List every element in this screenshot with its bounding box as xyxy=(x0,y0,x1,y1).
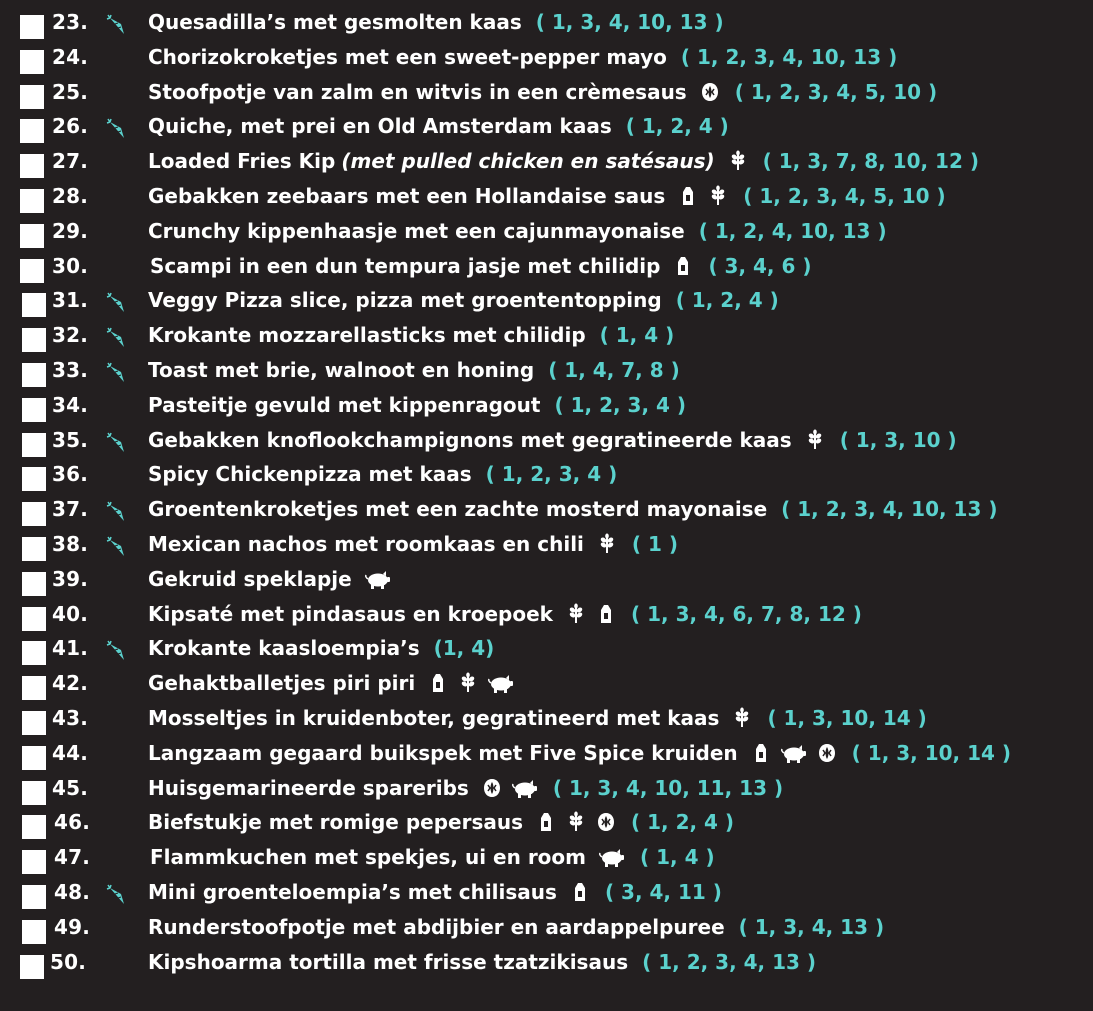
dish-name-line xyxy=(148,45,897,69)
dish-name-line xyxy=(148,880,722,904)
order-checkbox[interactable] xyxy=(22,328,46,352)
menu-item-45 xyxy=(0,774,1093,808)
allergen-codes: ( 1, 3, 10, 14 ) xyxy=(851,740,1012,765)
menu-item-43 xyxy=(0,704,1093,738)
item-number: 36. xyxy=(52,462,89,487)
menu-item-31 xyxy=(0,286,1093,320)
dish-name-line xyxy=(148,950,816,974)
dish-name: Gekruid speklapje xyxy=(148,566,352,591)
item-number: 38. xyxy=(52,532,89,556)
menu-item-36 xyxy=(0,460,1093,494)
allergen-codes: ( 1, 2, 3, 4, 13 ) xyxy=(642,949,817,974)
order-checkbox[interactable] xyxy=(22,885,46,909)
dish-name: Mini groenteloempia’s met chilisaus xyxy=(148,880,557,904)
order-checkbox[interactable] xyxy=(22,920,46,944)
allergen-codes: ( 1, 4 ) xyxy=(599,323,675,348)
dish-name-line xyxy=(148,184,946,208)
item-number: 48. xyxy=(54,880,91,904)
menu-item-48 xyxy=(0,878,1093,912)
order-checkbox[interactable] xyxy=(22,433,46,457)
item-number: 26. xyxy=(52,114,89,139)
menu-item-50 xyxy=(0,948,1093,982)
dish-name: Mosseltjes in kruidenboter, gegratineerd met kaas xyxy=(148,706,720,730)
allergen-codes: ( 1, 2, 3, 4, 10, 13 ) xyxy=(781,497,998,522)
dish-name: Quesadilla’s met gesmolten kaas xyxy=(148,10,522,34)
dish-name: Loaded Fries Kip xyxy=(148,149,336,174)
dish-name: Kipshoarma tortilla met frisse tzatzikisaus xyxy=(148,949,629,974)
vegetarian-carrot-icon xyxy=(106,640,128,662)
milk-icon xyxy=(427,672,449,694)
pig-icon xyxy=(598,846,626,868)
item-number: 43. xyxy=(52,706,89,730)
milk-icon xyxy=(677,185,699,207)
vegetarian-carrot-icon xyxy=(106,432,128,454)
menu-item-23 xyxy=(0,8,1093,42)
allergen-codes: ( 1, 3, 4, 10, 11, 13 ) xyxy=(552,775,784,800)
item-number: 23. xyxy=(52,10,89,34)
dish-name-line xyxy=(148,288,779,312)
item-number: 47. xyxy=(54,845,91,870)
grain-icon xyxy=(565,811,587,833)
allergen-codes: ( 3, 4, 6 ) xyxy=(708,253,812,278)
dish-name-line xyxy=(148,636,494,660)
order-checkbox[interactable] xyxy=(20,15,44,39)
dish-name: Chorizokroketjes met een sweet-pepper mayo xyxy=(148,44,667,69)
order-checkbox[interactable] xyxy=(22,641,46,665)
menu-item-38 xyxy=(0,530,1093,564)
menu-item-30 xyxy=(0,252,1093,286)
allergen-codes: ( 1, 3, 10, 14 ) xyxy=(767,706,927,730)
allergen-codes: ( 1, 2, 4 ) xyxy=(675,288,779,313)
order-checkbox[interactable] xyxy=(20,154,44,178)
menu-item-47 xyxy=(0,843,1093,877)
menu-item-41 xyxy=(0,634,1093,668)
allergen-codes: ( 3, 4, 11 ) xyxy=(604,880,722,904)
allergen-codes: ( 1, 3, 7, 8, 10, 12 ) xyxy=(762,149,979,174)
item-number: 37. xyxy=(52,497,89,522)
milk-icon xyxy=(595,603,617,625)
order-checkbox[interactable] xyxy=(22,572,46,596)
dish-name: Krokante kaasloempia’s xyxy=(148,636,420,661)
item-number: 42. xyxy=(52,671,89,696)
item-number: 31. xyxy=(52,288,89,313)
menu-item-24 xyxy=(0,43,1093,77)
dish-name-line xyxy=(148,149,979,173)
dish-name: Spicy Chickenpizza met kaas xyxy=(148,462,472,487)
order-checkbox[interactable] xyxy=(20,224,44,248)
fish-icon xyxy=(816,742,838,764)
menu-item-25 xyxy=(0,78,1093,112)
order-checkbox[interactable] xyxy=(20,119,44,143)
milk-icon xyxy=(672,255,694,277)
vegetarian-carrot-icon xyxy=(106,14,128,36)
vegetarian-carrot-icon xyxy=(106,292,128,314)
dish-name: Veggy Pizza slice, pizza met groententopping xyxy=(148,288,662,313)
dish-name-line xyxy=(148,323,674,347)
vegetarian-carrot-icon xyxy=(106,501,128,523)
order-checkbox[interactable] xyxy=(22,293,46,317)
item-number: 34. xyxy=(52,392,89,417)
menu-item-35 xyxy=(0,426,1093,460)
dish-name: Crunchy kippenhaasje met een cajunmayonaise xyxy=(148,218,685,243)
item-number: 32. xyxy=(52,323,89,348)
dish-note: (met pulled chicken en satésaus) xyxy=(341,149,715,174)
order-checkbox[interactable] xyxy=(22,502,46,526)
grain-icon xyxy=(707,185,729,207)
dish-name-line xyxy=(148,393,686,417)
dish-name-line xyxy=(148,428,957,452)
order-checkbox[interactable] xyxy=(20,85,44,109)
dish-name-line xyxy=(148,80,937,104)
dish-name: Pasteitje gevuld met kippenragout xyxy=(148,392,541,417)
allergen-codes: ( 1, 2, 3, 4, 10, 13 ) xyxy=(680,44,898,69)
dish-name: Krokante mozzarellasticks met chilidip xyxy=(148,323,586,348)
milk-icon xyxy=(535,811,557,833)
dish-name-line xyxy=(148,671,515,695)
order-checkbox[interactable] xyxy=(22,537,46,561)
pig-icon xyxy=(780,742,808,764)
allergen-codes: ( 1, 2, 4 ) xyxy=(631,810,735,835)
item-number: 24. xyxy=(52,44,89,69)
order-checkbox[interactable] xyxy=(20,50,44,74)
item-number: 25. xyxy=(52,79,89,104)
item-number: 29. xyxy=(52,218,89,243)
dish-name-line xyxy=(148,602,862,626)
menu-item-39 xyxy=(0,565,1093,599)
dish-name-line xyxy=(148,462,617,486)
menu-item-26 xyxy=(0,112,1093,146)
dish-name: Stoofpotje van zalm en witvis in een crèmesaus xyxy=(148,79,687,104)
item-number: 44. xyxy=(52,740,89,765)
fish-icon xyxy=(699,81,721,103)
menu-item-44 xyxy=(0,739,1093,773)
dish-name: Scampi in een dun tempura jasje met chilidip xyxy=(150,253,661,278)
order-checkbox[interactable] xyxy=(22,467,46,491)
allergen-codes: ( 1, 3, 4, 10, 13 ) xyxy=(535,10,724,34)
item-number: 40. xyxy=(52,601,89,626)
menu-item-33 xyxy=(0,356,1093,390)
dish-name-line xyxy=(150,254,812,278)
order-checkbox[interactable] xyxy=(22,607,46,631)
menu-item-40 xyxy=(0,600,1093,634)
allergen-codes: ( 1, 3, 4, 6, 7, 8, 12 ) xyxy=(630,601,862,626)
menu-item-34 xyxy=(0,391,1093,425)
allergen-codes: ( 1, 2, 3, 4 ) xyxy=(485,462,618,487)
item-number: 28. xyxy=(52,184,89,208)
dish-name: Gehaktballetjes piri piri xyxy=(148,671,416,696)
order-checkbox[interactable] xyxy=(22,746,46,770)
dish-name-line xyxy=(148,219,887,243)
allergen-codes: ( 1, 3, 4, 13 ) xyxy=(738,914,885,939)
grain-icon xyxy=(804,429,826,451)
allergen-codes: ( 1, 2, 3, 4, 5, 10 ) xyxy=(734,79,938,104)
item-number: 39. xyxy=(52,566,89,591)
dish-name: Kipsaté met pindasaus en kroepoek xyxy=(148,601,553,626)
order-checkbox[interactable] xyxy=(22,711,46,735)
order-checkbox[interactable] xyxy=(22,815,46,839)
dish-name-line xyxy=(148,532,678,556)
menu-item-32 xyxy=(0,321,1093,355)
dish-name-line xyxy=(148,741,1011,765)
vegetarian-carrot-icon xyxy=(106,327,128,349)
dish-name: Flammkuchen met spekjes, ui en room xyxy=(150,845,586,870)
dish-name: Biefstukje met romige pepersaus xyxy=(148,810,523,835)
dish-name: Groentenkroketjes met een zachte mosterd mayonaise xyxy=(148,497,768,522)
item-number: 45. xyxy=(52,775,89,800)
allergen-codes: ( 1, 2, 3, 4 ) xyxy=(554,392,687,417)
item-number: 27. xyxy=(52,149,89,174)
item-number: 50. xyxy=(50,949,87,974)
dish-name-line xyxy=(148,776,783,800)
menu-item-37 xyxy=(0,495,1093,529)
dish-name-line xyxy=(148,915,884,939)
order-checkbox[interactable] xyxy=(20,955,44,979)
order-checkbox[interactable] xyxy=(20,189,44,213)
allergen-codes: ( 1, 4, 7, 8 ) xyxy=(548,358,680,382)
allergen-codes: ( 1, 4 ) xyxy=(640,845,715,870)
allergen-codes: (1, 4) xyxy=(433,636,495,661)
allergen-codes: ( 1, 2, 3, 4, 5, 10 ) xyxy=(743,184,946,208)
menu-item-42 xyxy=(0,669,1093,703)
menu-item-29 xyxy=(0,217,1093,251)
item-number: 33. xyxy=(52,358,89,382)
menu-item-46 xyxy=(0,808,1093,842)
vegetarian-carrot-icon xyxy=(106,536,128,558)
fish-icon xyxy=(481,777,503,799)
grain-icon xyxy=(596,533,618,555)
grain-icon xyxy=(731,707,753,729)
pig-icon xyxy=(511,777,539,799)
allergen-codes: ( 1, 2, 4, 10, 13 ) xyxy=(698,218,887,243)
order-checkbox[interactable] xyxy=(20,259,44,283)
milk-icon xyxy=(569,881,591,903)
vegetarian-carrot-icon xyxy=(106,118,128,140)
grain-icon xyxy=(565,603,587,625)
pig-icon xyxy=(487,672,515,694)
item-number: 49. xyxy=(54,914,91,939)
dish-name-line xyxy=(150,845,715,869)
dish-name: Langzaam gegaard buikspek met Five Spice kruiden xyxy=(148,740,738,765)
dish-name: Mexican nachos met roomkaas en chili xyxy=(148,532,584,556)
dish-name-line xyxy=(148,810,734,834)
grain-icon xyxy=(457,672,479,694)
dish-name-line xyxy=(148,497,998,521)
item-number: 35. xyxy=(52,427,89,452)
order-checkbox[interactable] xyxy=(22,398,46,422)
dish-name: Runderstoofpotje met abdijbier en aardappelpuree xyxy=(148,914,725,939)
dish-name-line xyxy=(148,358,680,382)
menu-item-28 xyxy=(0,182,1093,216)
order-checkbox[interactable] xyxy=(22,363,46,387)
dish-name: Huisgemarineerde spareribs xyxy=(148,775,469,800)
menu-item-27 xyxy=(0,147,1093,181)
order-checkbox[interactable] xyxy=(22,781,46,805)
vegetarian-carrot-icon xyxy=(106,884,128,906)
allergen-codes: ( 1 ) xyxy=(631,532,679,556)
dish-name-line xyxy=(148,114,729,138)
milk-icon xyxy=(750,742,772,764)
item-number: 30. xyxy=(52,253,89,278)
dish-name-line xyxy=(148,567,392,591)
dish-name: Quiche, met prei en Old Amsterdam kaas xyxy=(148,114,612,139)
dish-name: Toast met brie, walnoot en honing xyxy=(148,358,535,382)
allergen-codes: ( 1, 3, 10 ) xyxy=(839,427,957,452)
item-number: 46. xyxy=(54,810,91,835)
grain-icon xyxy=(727,150,749,172)
order-checkbox[interactable] xyxy=(22,676,46,700)
menu-item-49 xyxy=(0,913,1093,947)
dish-name-line xyxy=(148,10,724,34)
allergen-codes: ( 1, 2, 4 ) xyxy=(625,114,729,139)
dish-name: Gebakken knoflookchampignons met gegratineerde kaas xyxy=(148,427,792,452)
dish-name-line xyxy=(148,706,927,730)
dish-name: Gebakken zeebaars met een Hollandaise saus xyxy=(148,184,666,208)
fish-icon xyxy=(595,811,617,833)
order-checkbox[interactable] xyxy=(22,850,46,874)
pig-icon xyxy=(364,568,392,590)
item-number: 41. xyxy=(52,636,89,661)
vegetarian-carrot-icon xyxy=(106,362,128,384)
